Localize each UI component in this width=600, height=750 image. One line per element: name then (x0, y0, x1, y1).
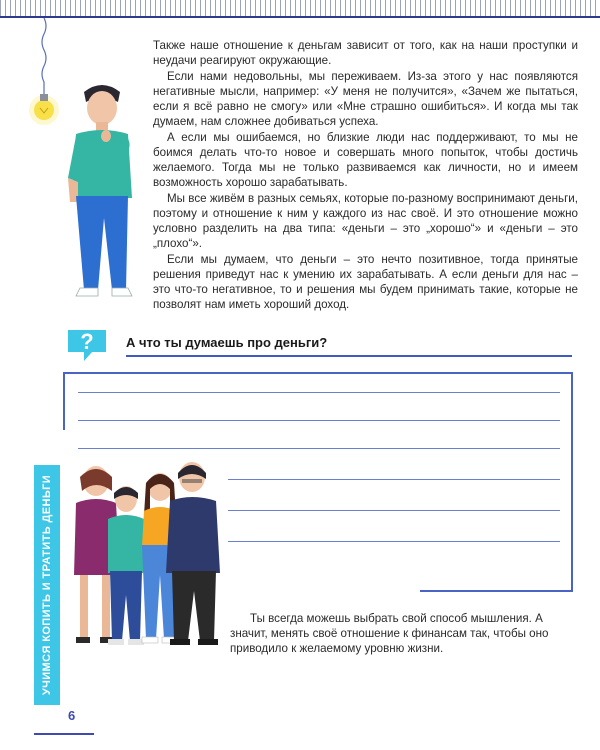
top-rule (0, 16, 600, 18)
paragraph-2: Если нами недовольны, мы переживаем. Из-за этого у нас появляются негативные мысли, например: «У меня не получится», «Зачем же пытаться, если я всё равно не смогу» или «Мне страшно ошибиться». И когда мы так думаем, нам сложнее добиваться успеха. (153, 70, 578, 128)
answer-frame-bottom-edge (420, 590, 573, 592)
thinking-man-illustration (62, 78, 142, 308)
question-underline (126, 355, 572, 357)
answer-line[interactable] (78, 448, 560, 449)
question-badge-text: ? (80, 329, 94, 354)
chapter-side-title: УЧИМСЯ КОПИТЬ И ТРАТИТЬ ДЕНЬГИ (41, 474, 53, 696)
answer-line[interactable] (228, 541, 560, 542)
answer-frame-left-edge (63, 372, 65, 430)
outro-text (230, 611, 580, 656)
outro-paragraph: Ты всегда можешь выбрать свой способ мышления. А значит, менять своё отношение к финансам так, чтобы оно приводило к желаемому уровню жизни. (230, 612, 549, 655)
page-number: 6 (68, 708, 76, 723)
main-text (153, 38, 578, 313)
family-illustration (66, 455, 224, 655)
top-decorative-band (0, 0, 600, 16)
question-mark-icon (64, 328, 110, 362)
answer-line[interactable] (228, 479, 560, 480)
lamp-cord (40, 18, 48, 96)
answer-line[interactable] (228, 510, 560, 511)
lightbulb-icon (26, 86, 62, 132)
answer-line[interactable] (78, 420, 560, 421)
paragraph-1: Также наше отношение к деньгам зависит от того, как на наши проступки и неудачи реагируют окружающие. (153, 39, 578, 67)
question-heading: А что ты думаешь про деньги? (126, 335, 328, 350)
paragraph-4: Мы все живём в разных семьях, которые по-разному воспринимают деньги, поэтому и отношение к ним у каждого из нас своё. И это отношение можно условно разделить на два типа: «деньги – это „хорошо“» и «деньги – это „плохо“». (153, 192, 578, 250)
answer-line[interactable] (78, 392, 560, 393)
paragraph-5: Если мы думаем, что деньги – это нечто позитивное, тогда принятые решения приведут нас к умению их зарабатывать. А если деньги для нас – это что-то негативное, то и решения мы будем принимать такие, которые не позволят нам иметь хороший доход. (153, 253, 578, 311)
bottom-rule (34, 733, 94, 735)
paragraph-3: А если мы ошибаемся, но близкие люди нас поддерживают, то мы не боимся делать что-то новое и совершать много попыток, чтобы достичь желаемого. Тогда мы не только развиваемся как личности, но и имеем возможность хорошо зарабатывать. (153, 131, 578, 189)
